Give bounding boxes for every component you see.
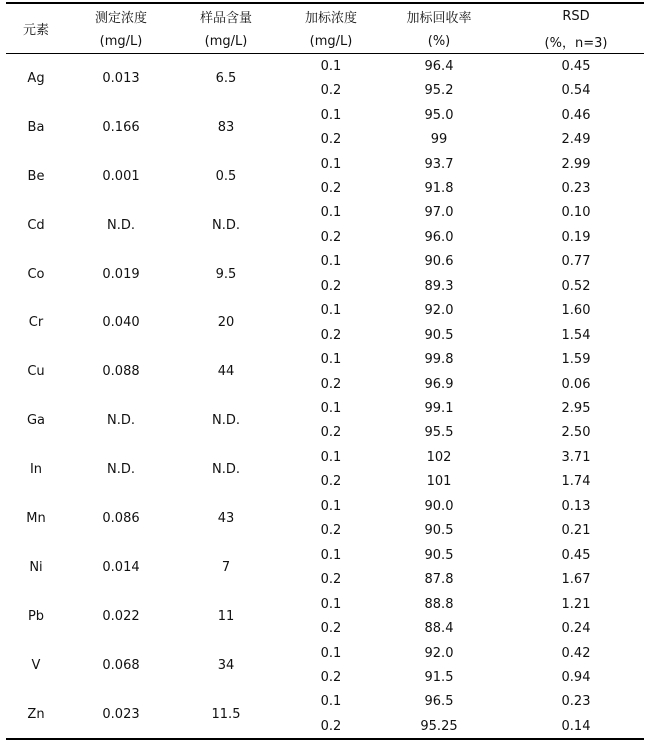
element-cell: In <box>29 462 43 478</box>
header-measured-title: 测定浓度 <box>94 10 147 26</box>
recovery-cell: 87.8 <box>424 572 454 588</box>
recovery-cell: 90.6 <box>424 254 454 270</box>
recovery-cell: 96.9 <box>424 376 454 392</box>
spike-conc-cell: 0.1 <box>320 449 342 465</box>
measured-cell: N.D. <box>107 462 135 478</box>
measured-cell: 0.014 <box>102 559 140 575</box>
spike-conc-cell: 0.1 <box>320 401 342 417</box>
content-cell: N.D. <box>212 413 240 429</box>
rsd-cell: 0.45 <box>561 58 591 74</box>
rsd-cell: 0.06 <box>561 376 591 392</box>
rsd-cell: 0.54 <box>561 83 591 99</box>
element-cell: Cd <box>27 217 45 233</box>
element-cell: Ag <box>27 70 45 86</box>
header-content-title: 样品含量 <box>199 10 252 26</box>
header-element-title: 元素 <box>22 22 49 38</box>
content-cell: N.D. <box>212 217 240 233</box>
content-cell: 83 <box>217 119 235 135</box>
recovery-cell: 95.0 <box>424 107 454 123</box>
rsd-cell: 0.23 <box>561 694 591 710</box>
content-cell: 20 <box>217 315 235 331</box>
element-cell: Be <box>27 168 45 184</box>
recovery-cell: 88.8 <box>424 596 454 612</box>
content-cell: 11 <box>217 608 235 624</box>
spike-conc-cell: 0.1 <box>320 205 342 221</box>
spike-conc-cell: 0.2 <box>320 474 342 490</box>
table-header-rule <box>6 53 644 54</box>
rsd-cell: 0.42 <box>561 645 591 661</box>
element-cell: Co <box>27 266 45 282</box>
content-cell: 44 <box>217 364 235 380</box>
spike-conc-cell: 0.2 <box>320 669 342 685</box>
recovery-cell: 95.2 <box>424 83 454 99</box>
recovery-cell: 92.0 <box>424 645 454 661</box>
spike-conc-cell: 0.2 <box>320 718 342 734</box>
content-cell: 43 <box>217 511 235 527</box>
content-cell: 0.5 <box>215 168 237 184</box>
rsd-cell: 2.49 <box>561 132 591 148</box>
spike-conc-cell: 0.2 <box>320 132 342 148</box>
header-content-unit: (mg/L) <box>204 33 248 49</box>
recovery-cell: 99.8 <box>424 352 454 368</box>
rsd-cell: 1.54 <box>561 327 591 343</box>
spike-conc-cell: 0.1 <box>320 547 342 563</box>
recovery-cell: 97.0 <box>424 205 454 221</box>
element-cell: Pb <box>27 608 45 624</box>
measured-cell: 0.022 <box>102 608 140 624</box>
spike-conc-cell: 0.2 <box>320 621 342 637</box>
recovery-cell: 96.4 <box>424 58 454 74</box>
element-cell: Mn <box>26 511 46 527</box>
measured-cell: 0.023 <box>102 706 140 722</box>
spike-conc-cell: 0.2 <box>320 523 342 539</box>
rsd-cell: 1.60 <box>561 303 591 319</box>
measured-cell: 0.166 <box>102 119 140 135</box>
element-cell: Cr <box>28 315 44 331</box>
table-bottom-rule <box>6 738 644 740</box>
recovery-cell: 90.5 <box>424 523 454 539</box>
spike-conc-cell: 0.1 <box>320 107 342 123</box>
content-cell: 6.5 <box>215 70 237 86</box>
recovery-cell: 96.5 <box>424 694 454 710</box>
rsd-cell: 0.19 <box>561 229 591 245</box>
recovery-cell: 90.5 <box>424 327 454 343</box>
recovery-cell: 90.5 <box>424 547 454 563</box>
measured-cell: 0.019 <box>102 266 140 282</box>
spike-conc-cell: 0.1 <box>320 303 342 319</box>
recovery-cell: 91.8 <box>424 180 454 196</box>
table-top-rule <box>6 2 644 4</box>
spike-conc-cell: 0.2 <box>320 83 342 99</box>
measured-cell: N.D. <box>107 413 135 429</box>
spike-conc-cell: 0.2 <box>320 376 342 392</box>
element-cell: Ba <box>27 119 45 135</box>
element-cell: Zn <box>27 706 45 722</box>
header-rsd-title: RSD <box>562 8 590 24</box>
header-rsd-unit: (%，n=3) <box>544 35 608 51</box>
spike-conc-cell: 0.1 <box>320 596 342 612</box>
rsd-cell: 0.14 <box>561 718 591 734</box>
content-cell: 11.5 <box>211 706 241 722</box>
rsd-cell: 0.10 <box>561 205 591 221</box>
spike-conc-cell: 0.2 <box>320 180 342 196</box>
rsd-cell: 1.21 <box>561 596 591 612</box>
measured-cell: 0.088 <box>102 364 140 380</box>
spike-conc-cell: 0.1 <box>320 498 342 514</box>
spike-conc-cell: 0.1 <box>320 58 342 74</box>
recovery-cell: 99.1 <box>424 401 454 417</box>
spike-conc-cell: 0.2 <box>320 425 342 441</box>
header-spike-conc-unit: (mg/L) <box>309 33 353 49</box>
measured-cell: 0.013 <box>102 70 140 86</box>
recovery-cell: 93.7 <box>424 156 454 172</box>
spike-conc-cell: 0.2 <box>320 327 342 343</box>
rsd-cell: 1.67 <box>561 572 591 588</box>
rsd-cell: 0.23 <box>561 180 591 196</box>
element-cell: Ni <box>29 559 43 575</box>
rsd-cell: 0.21 <box>561 523 591 539</box>
recovery-cell: 101 <box>426 474 452 490</box>
spike-conc-cell: 0.1 <box>320 694 342 710</box>
rsd-cell: 1.59 <box>561 352 591 368</box>
rsd-cell: 0.52 <box>561 278 591 294</box>
spike-conc-cell: 0.1 <box>320 352 342 368</box>
rsd-cell: 0.94 <box>561 669 591 685</box>
measured-cell: N.D. <box>107 217 135 233</box>
rsd-cell: 0.24 <box>561 621 591 637</box>
rsd-cell: 3.71 <box>561 449 591 465</box>
recovery-cell: 92.0 <box>424 303 454 319</box>
recovery-cell: 91.5 <box>424 669 454 685</box>
header-spike-conc-title: 加标浓度 <box>304 10 357 26</box>
rsd-cell: 2.99 <box>561 156 591 172</box>
spike-conc-cell: 0.2 <box>320 278 342 294</box>
rsd-cell: 0.13 <box>561 498 591 514</box>
element-cell: V <box>31 657 41 673</box>
header-measured-unit: (mg/L) <box>99 33 143 49</box>
rsd-cell: 1.74 <box>561 474 591 490</box>
recovery-cell: 95.5 <box>424 425 454 441</box>
recovery-cell: 99 <box>430 132 448 148</box>
spike-conc-cell: 0.1 <box>320 645 342 661</box>
spike-conc-cell: 0.1 <box>320 156 342 172</box>
spike-conc-cell: 0.2 <box>320 572 342 588</box>
rsd-cell: 0.77 <box>561 254 591 270</box>
content-cell: 7 <box>221 559 231 575</box>
rsd-cell: 0.46 <box>561 107 591 123</box>
rsd-cell: 2.50 <box>561 425 591 441</box>
recovery-cell: 88.4 <box>424 621 454 637</box>
recovery-cell: 96.0 <box>424 229 454 245</box>
rsd-cell: 0.45 <box>561 547 591 563</box>
recovery-cell: 89.3 <box>424 278 454 294</box>
spike-conc-cell: 0.1 <box>320 254 342 270</box>
measured-cell: 0.040 <box>102 315 140 331</box>
measured-cell: 0.001 <box>102 168 140 184</box>
measured-cell: 0.068 <box>102 657 140 673</box>
element-cell: Cu <box>27 364 45 380</box>
recovery-cell: 95.25 <box>420 718 458 734</box>
element-cell: Ga <box>26 413 46 429</box>
rsd-cell: 2.95 <box>561 401 591 417</box>
recovery-cell: 102 <box>426 449 452 465</box>
content-cell: 9.5 <box>215 266 237 282</box>
recovery-cell: 90.0 <box>424 498 454 514</box>
header-recovery-unit: (%) <box>427 33 451 49</box>
content-cell: 34 <box>217 657 235 673</box>
spike-conc-cell: 0.2 <box>320 229 342 245</box>
header-recovery-title: 加标回收率 <box>406 10 472 26</box>
content-cell: N.D. <box>212 462 240 478</box>
measured-cell: 0.086 <box>102 511 140 527</box>
